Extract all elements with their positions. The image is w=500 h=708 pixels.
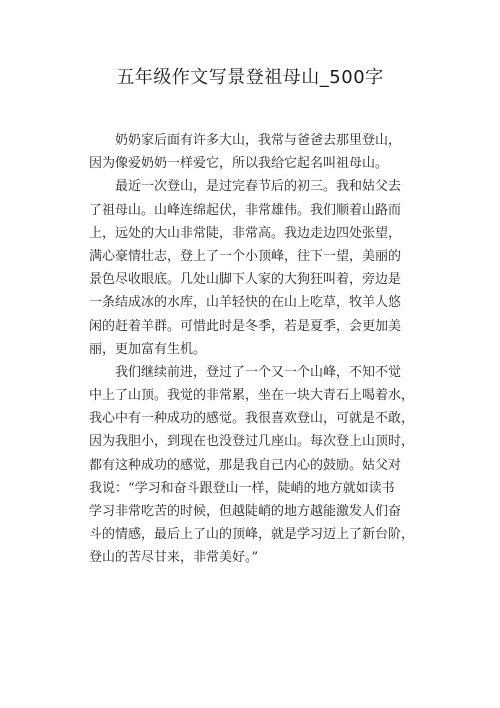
text-line: 都有这种成功的感觉，那是我自己内心的鼓励。姑父对 <box>89 457 402 473</box>
text-line: 上，远处的大山非常陡，非常高。我边走边四处张望， <box>89 225 402 241</box>
text-line: 一条结成冰的水库，山羊轻快的在山上吃草，牧羊人悠 <box>89 295 402 311</box>
text-line: 因为我胆小，到现在也没登过几座山。每次登上山顶时， <box>89 434 415 450</box>
text-line: 登山的苦尽甘来，非常美好。” <box>89 550 259 566</box>
document-title: 五年级作文写景登祖母山_500字 <box>116 67 384 88</box>
text-line: 奶奶家后面有许多大山，我常与爸爸去那里登山， <box>115 133 402 148</box>
text-line: 斗的情感，最后上了山的顶峰，就是学习迈上了新台阶， <box>89 527 415 543</box>
text-line: 丽，更加富有生机。 <box>89 341 207 357</box>
text-line: 闲的赶着羊群。可惜此时是冬季，若是夏季，会更加美 <box>89 318 402 334</box>
text-line: 最近一次登山，是过完春节后的初三。我和姑父去 <box>115 179 402 195</box>
text-line: 景色尽收眼底。几处山脚下人家的大狗狂叫着，旁边是 <box>89 272 402 288</box>
text-line: 中上了山顶。我觉的非常累，坐在一块大青石上喝着水， <box>89 388 415 404</box>
text-line: 学习非常吃苦的时候，但越陡峭的地方越能激发人们奋 <box>89 504 402 519</box>
text-line: 我心中有一种成功的感觉。我很喜欢登山，可就是不敢， <box>89 411 415 427</box>
text-line: 我们继续前进，登过了一个又一个山峰，不知不觉 <box>115 364 402 380</box>
document-body <box>89 129 429 570</box>
text-line: 满心豪情壮志，登上了一个小顶峰，往下一望，美丽的 <box>89 248 402 264</box>
text-line: 我说：“学习和奋斗跟登山一样，陡峭的地方就如读书 <box>89 480 395 496</box>
text-line: 了祖母山。山峰连绵起伏，非常雄伟。我们顺着山路而 <box>89 202 402 218</box>
text-line: 因为像爱奶奶一样爱它，所以我给它起名叫祖母山。 <box>89 156 389 172</box>
